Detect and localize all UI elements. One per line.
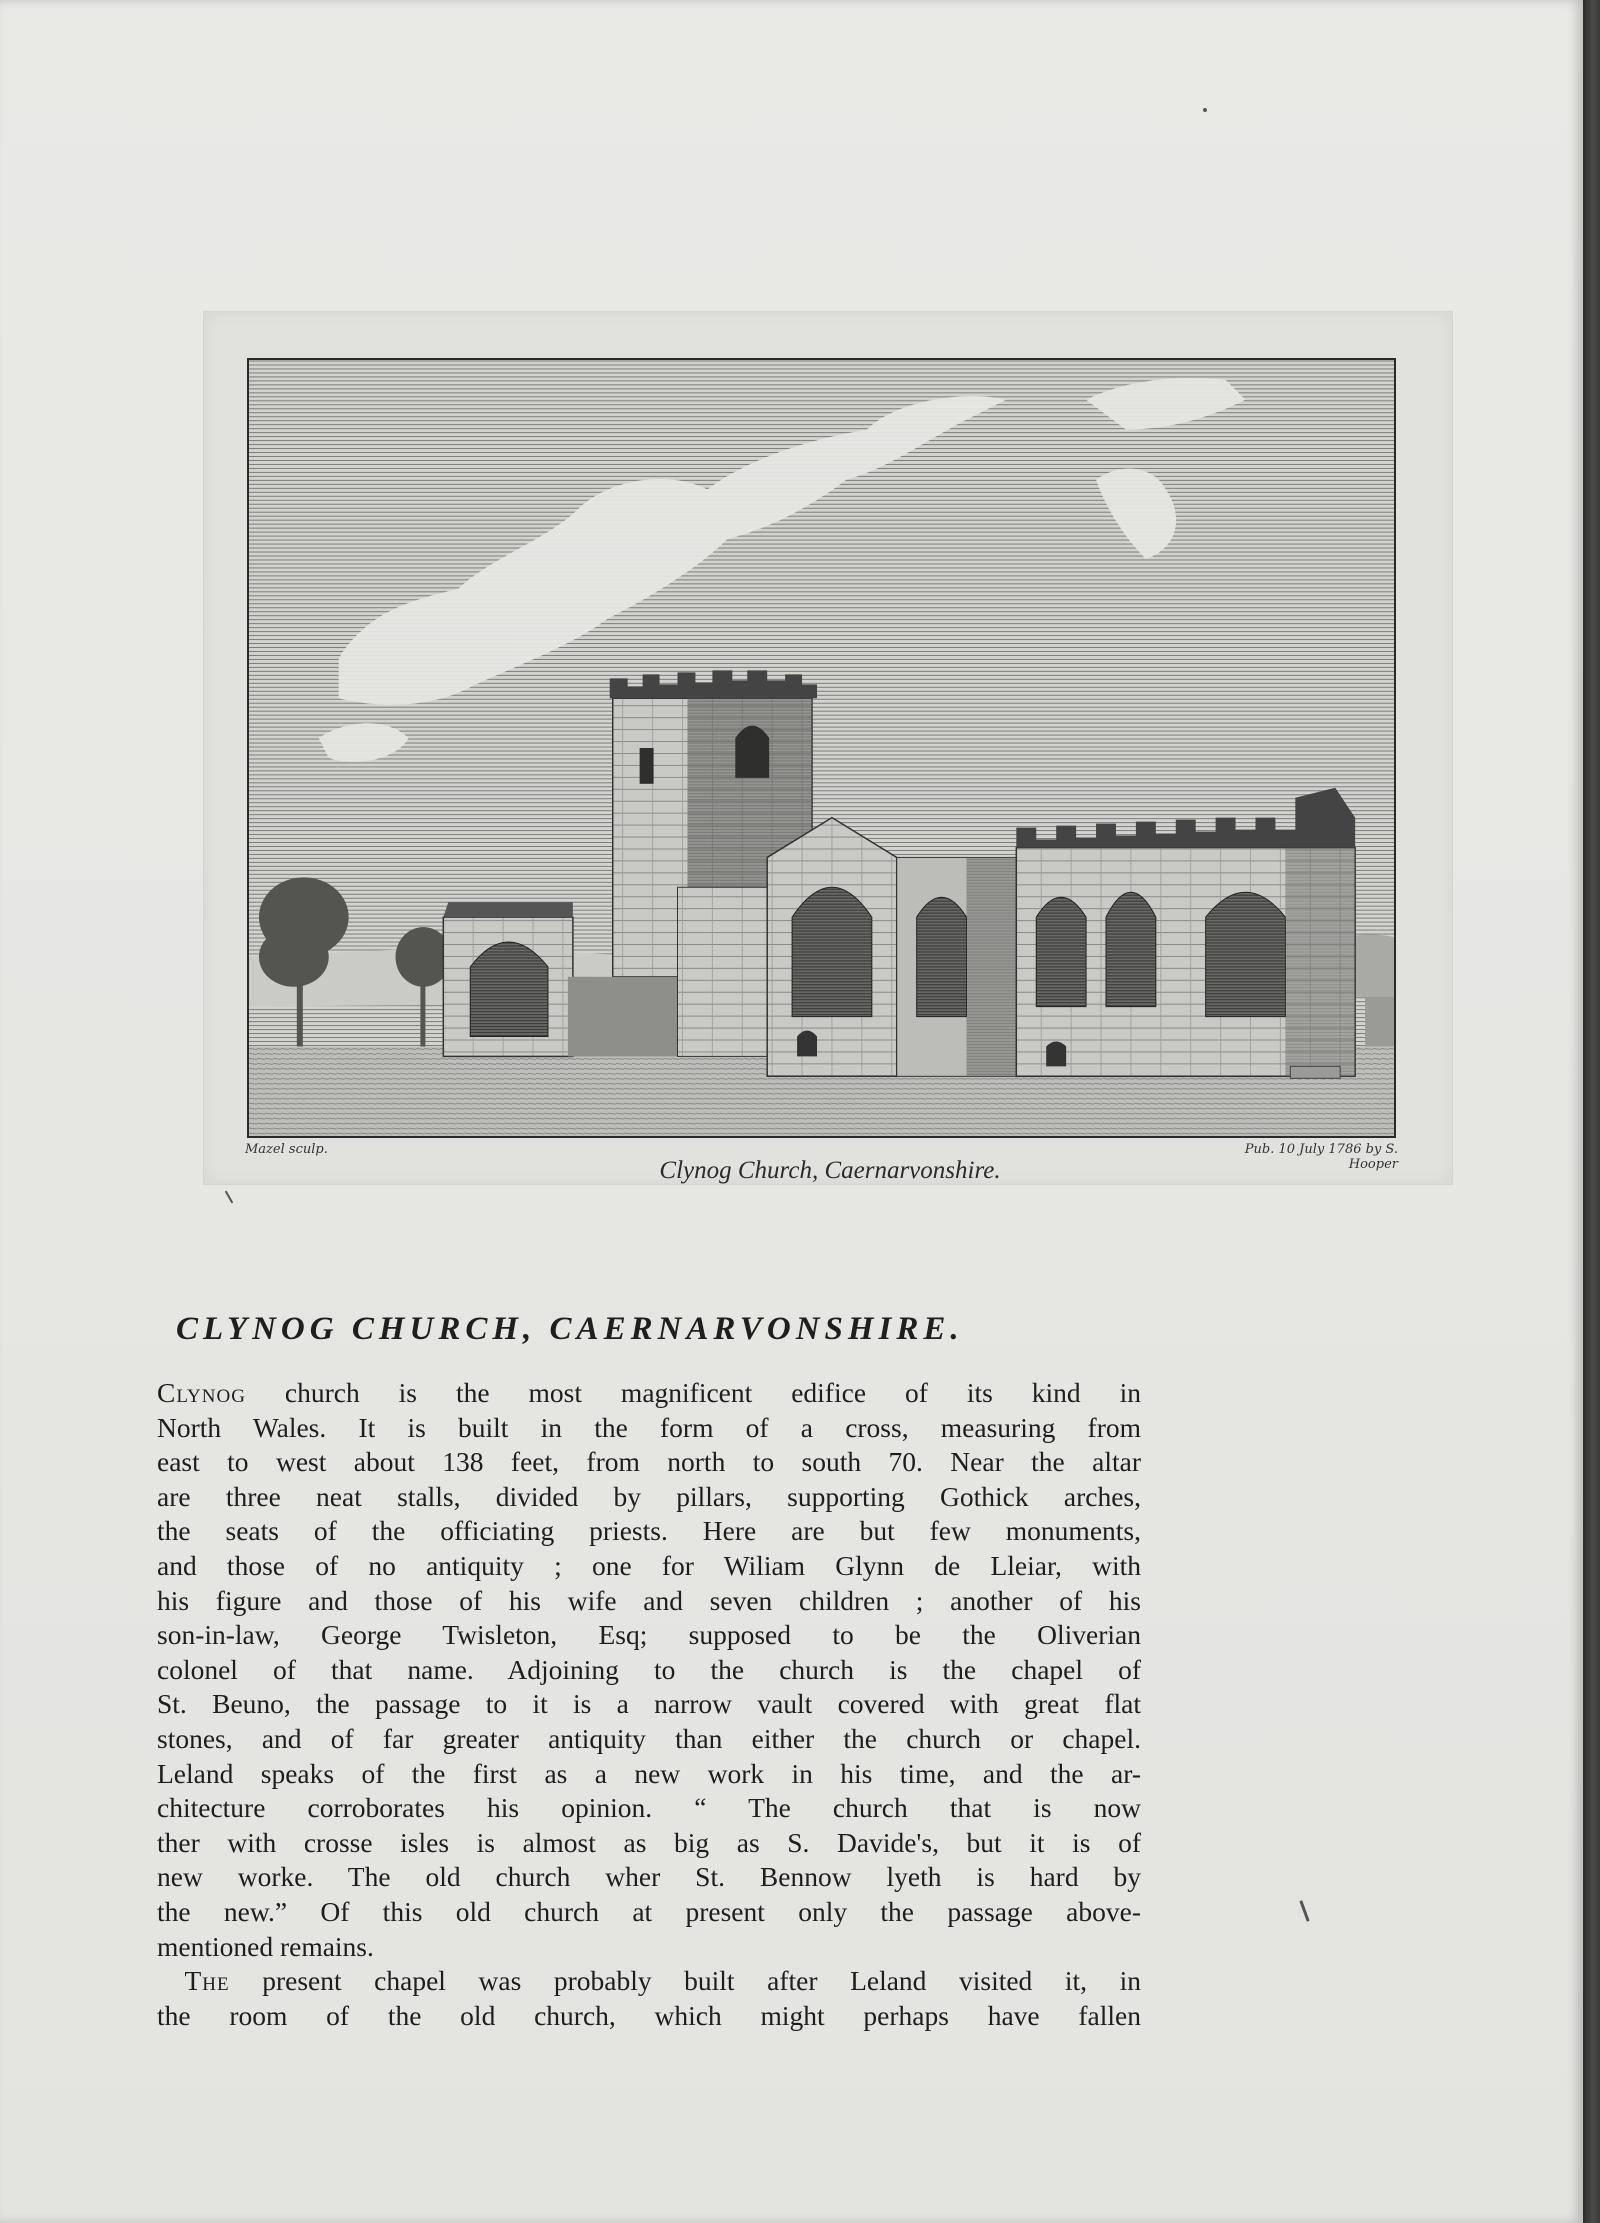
text-line: stones, and of far greater antiquity than either the church or chapel. xyxy=(157,1722,1141,1754)
article-heading: CLYNOG CHURCH, CAERNARVONSHIRE. xyxy=(176,1311,964,1347)
article-body xyxy=(157,1376,1141,2033)
text-line: colonel of that name. Adjoining to the church is the chapel of xyxy=(157,1653,1141,1685)
paper-speck xyxy=(1299,1900,1309,1922)
plate-caption: Clynog Church, Caernarvonshire. xyxy=(659,1157,1001,1184)
text-line: North Wales. It is built in the form of a cross, measuring from xyxy=(157,1411,1141,1443)
text-line: St. Beuno, the passage to it is a narrow vault covered with great flat xyxy=(157,1688,1141,1720)
drop-lead-word: Clynog xyxy=(157,1377,246,1408)
text-line: the seats of the officiating priests. Here are but few monuments, xyxy=(157,1515,1141,1547)
engraver-credit: Mazel sculp. xyxy=(245,1142,328,1157)
text-line: are three neat stalls, divided by pillars, supporting Gothick arches, xyxy=(157,1480,1141,1512)
text-line: east to west about 138 feet, from north to south 70. Near the altar xyxy=(157,1446,1141,1478)
text-line: mentioned remains. xyxy=(157,1930,374,1962)
text-line: new worke. The old church wher St. Bennow lyeth is hard by xyxy=(157,1861,1141,1893)
text-line: chitecture corroborates his opinion. “ The church that is now xyxy=(157,1792,1141,1824)
text-line: his figure and those of his wife and seven children ; another of his xyxy=(157,1584,1141,1616)
text-line: The present chapel was probably built after Leland visited it, in xyxy=(184,1965,1141,1997)
text-line: son-in-law, George Twisleton, Esq; supposed to be the Oliverian xyxy=(157,1619,1141,1651)
text-line: Leland speaks of the first as a new work in his time, and the ar- xyxy=(157,1757,1141,1789)
text-line: ther with crosse isles is almost as big as S. Davide's, but it is of xyxy=(157,1826,1141,1858)
drop-lead-word: The xyxy=(184,1965,230,1997)
text-line: the room of the old church, which might perhaps have fallen xyxy=(157,1999,1141,2031)
publisher-credit: Pub. 10 July 1786 by S. Hooper xyxy=(1244,1142,1398,1172)
paper-speck xyxy=(1203,108,1207,112)
engraving-illustration xyxy=(247,358,1396,1138)
page-edge-shadow xyxy=(1583,0,1600,2223)
text-line: Clynog church is the most magnificent edifice of its kind in xyxy=(157,1377,1141,1408)
text-line: the new.” Of this old church at present only the passage above- xyxy=(157,1895,1141,1927)
church-engraving-image xyxy=(249,360,1394,1136)
text-line: and those of no antiquity ; one for Wiliam Glynn de Lleiar, with xyxy=(157,1549,1141,1581)
paper-speck xyxy=(225,1190,234,1203)
